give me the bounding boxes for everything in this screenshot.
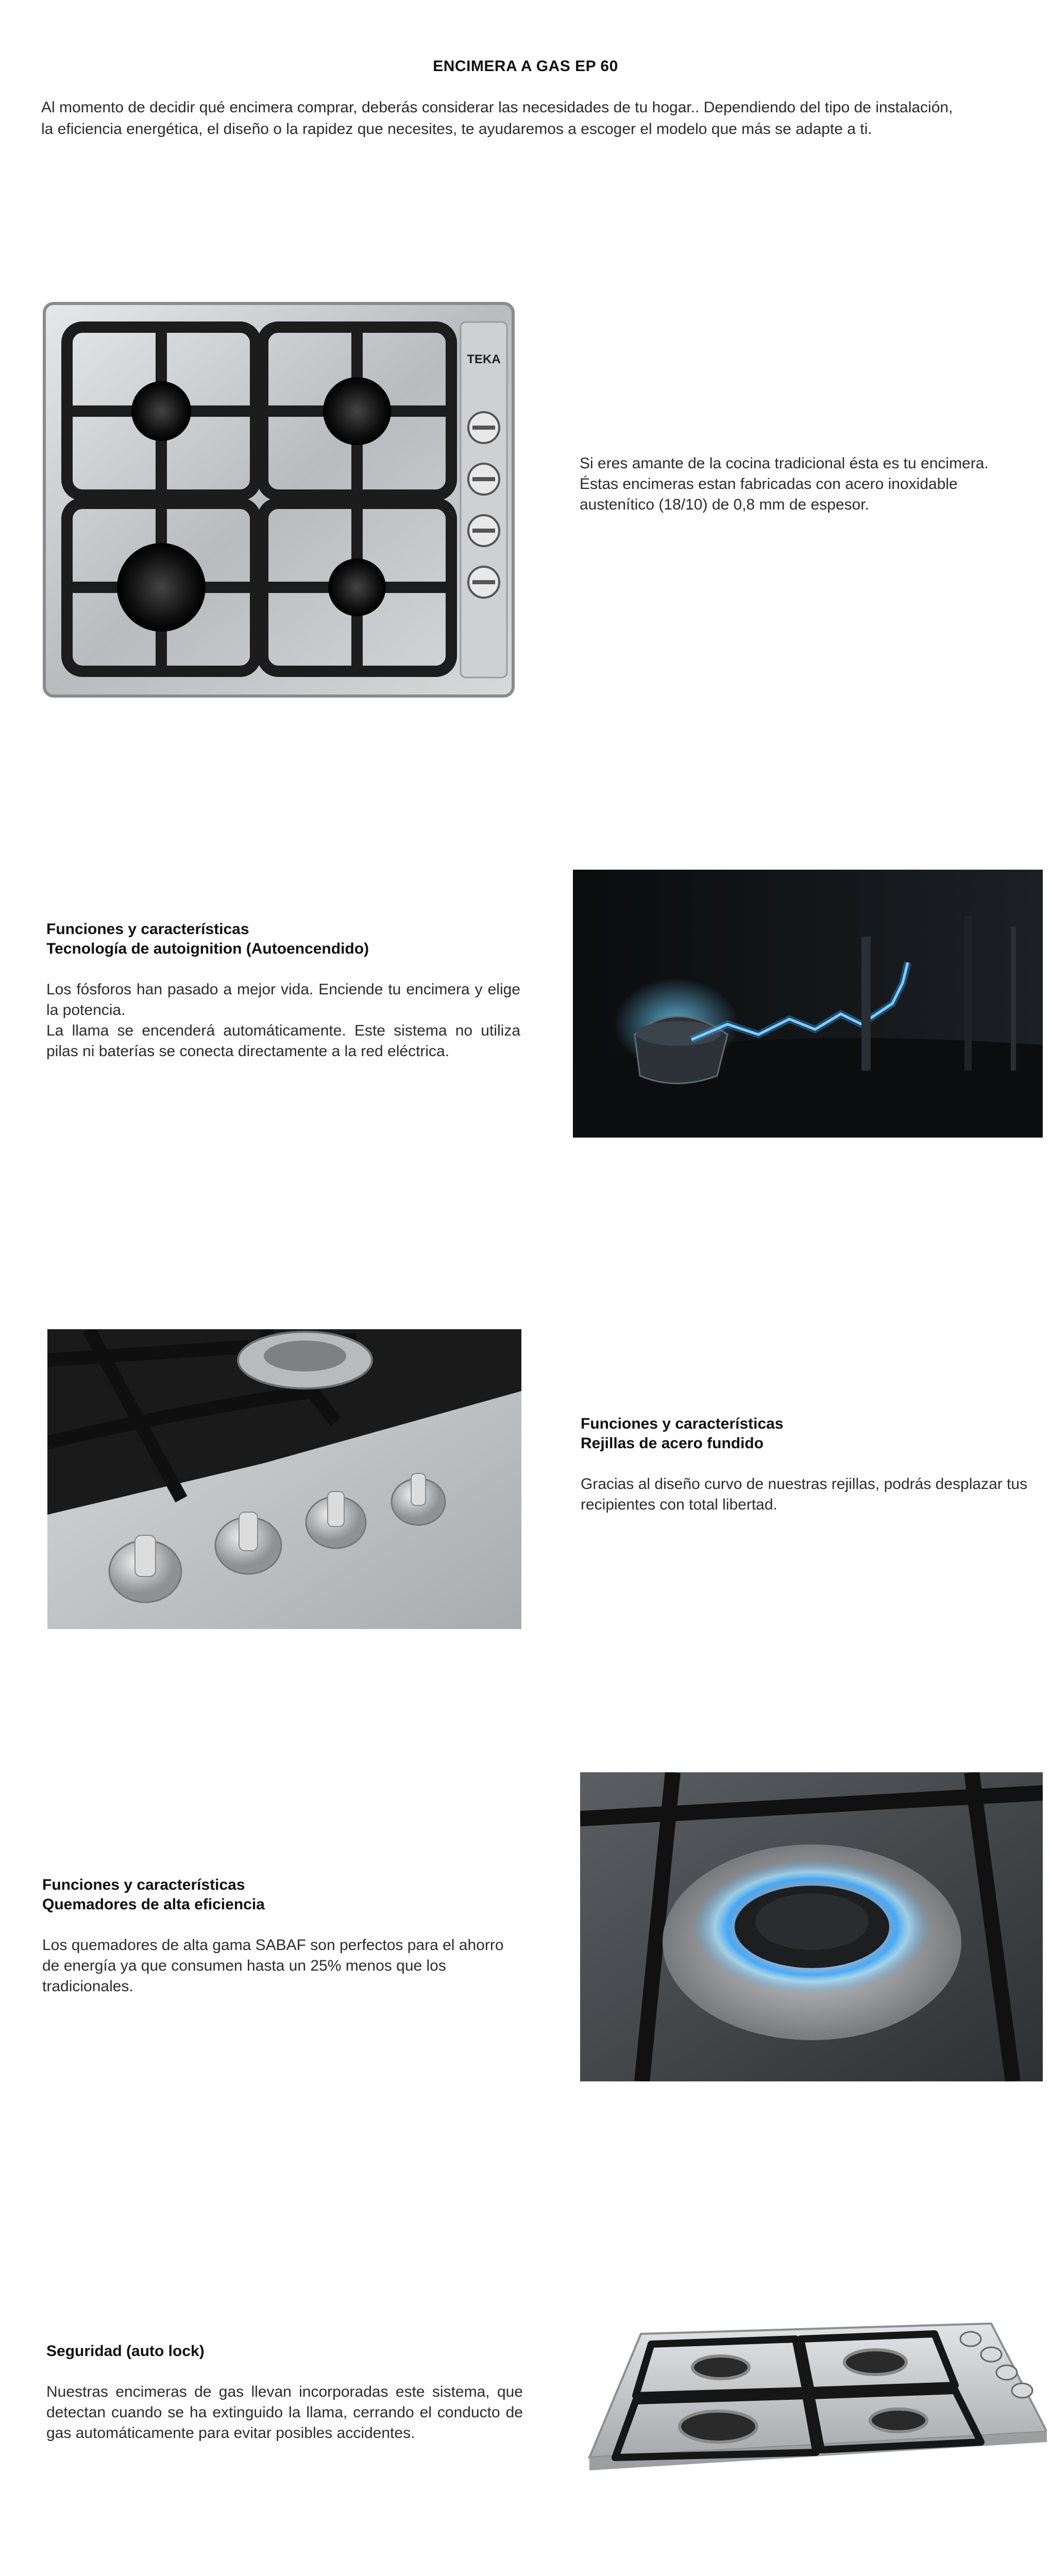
cast-iron-grates-image: [47, 1329, 521, 1629]
section-burners: [42, 1875, 524, 1997]
brand-logo: TEKA: [467, 352, 501, 366]
burners-heading-1: Funciones y características: [42, 1876, 245, 1893]
autoignition-para-2: La llama se encenderá automáticamente. Este sistema no utiliza pilas ni baterías se conecta directamente a la red eléctrica.: [46, 1022, 520, 1060]
grates-para-1: Gracias al diseño curvo de nuestras rejillas, podrás desplazar tus recipientes con total libertad.: [581, 1476, 1028, 1513]
section-grates: [581, 1414, 1044, 1515]
autoignition-heading-1: Funciones y características: [46, 921, 249, 938]
grates-heading-2: Rejillas de acero fundido: [581, 1435, 764, 1452]
cooktop-angled-image: [579, 2303, 1047, 2494]
section-autoignition: [46, 920, 520, 1062]
section-safety: [46, 2342, 523, 2444]
ignition-spark-image: [573, 870, 1043, 1138]
autoignition-heading-2: Tecnología de autoignition (Autoencendido): [46, 940, 369, 957]
section-material: [580, 453, 992, 515]
cooktop-top-view-image: [42, 301, 515, 698]
page-title: ENCIMERA A GAS EP 60: [433, 58, 618, 75]
burners-heading-2: Quemadores de alta eficiencia: [42, 1896, 265, 1913]
blue-flame-burner-image: [580, 1772, 1043, 2081]
grates-heading-1: Funciones y características: [581, 1415, 784, 1432]
intro-text: Al momento de decidir qué encimera comprar, deberás considerar las necesidades de tu hogar.. Dependiendo del tipo de instalación, la eficiencia energética, el diseño o la rapidez que necesites, te ayudaremos a escoger el modelo que más se adapte a ti.: [41, 99, 953, 138]
burners-para-1: Los quemadores de alta gama SABAF son perfectos para el ahorro de energía ya que consumen hasta un 25% menos que los tradicionales.: [42, 1937, 504, 1995]
safety-heading: Seguridad (auto lock): [46, 2343, 205, 2360]
material-line-1: Si eres amante de la cocina tradicional ésta es tu encimera.: [580, 455, 989, 472]
safety-para-1: Nuestras encimeras de gas llevan incorporadas este sistema, que detectan cuando se ha extinguido la llama, cerrando el conducto de gas automáticamente para evitar posibles accidentes.: [46, 2383, 523, 2442]
material-line-2: Éstas encimeras estan fabricadas con acero inoxidable austenítico (18/10) de 0,8 mm de espesor.: [580, 476, 958, 513]
autoignition-para-1: Los fósforos han pasado a mejor vida. Enciende tu encimera y elige la potencia.: [46, 981, 520, 1019]
